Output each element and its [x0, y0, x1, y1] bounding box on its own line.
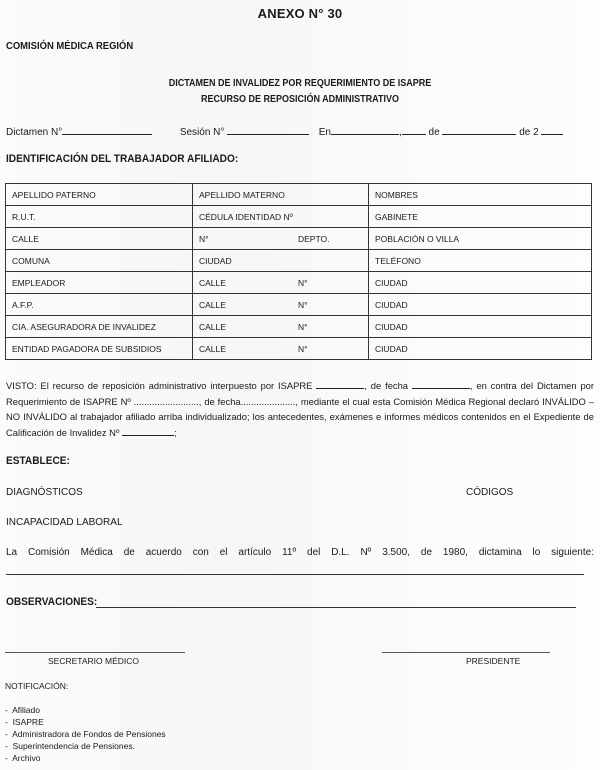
- cell-ciudad[interactable]: [193, 250, 369, 272]
- year-prefix-label: de 2: [519, 127, 539, 138]
- identification-heading: IDENTIFICACIÓN DEL TRABAJADOR AFILIADO:: [6, 153, 239, 165]
- cell-poblacion[interactable]: POBLACIÓN O VILLA: [369, 228, 592, 250]
- visto-text: , en contra del Dictamen por Requerimiento de ISAPRE Nº ........................., de fecha....................., mediante el cual esta Comisión Médica Regional declaró INVÁLIDO – NO INVÁLIDO al trabajador afiliado arriba individualizado; los antecedentes, exámenes e informes médicos contenidos en el Expediente de Calificación de Invalidez Nº: [6, 380, 594, 438]
- cell-nombres[interactable]: NOMBRES: [369, 184, 592, 206]
- month-field[interactable]: [442, 124, 516, 135]
- cell-aseguradora[interactable]: CIA. ASEGURADORA DE INVALIDEZ: [6, 316, 193, 338]
- presidente-signature-line[interactable]: [382, 652, 550, 653]
- place-label: En: [318, 127, 331, 138]
- cell-rut[interactable]: R.U.T.: [6, 206, 193, 228]
- expediente-number-field[interactable]: [122, 426, 174, 436]
- cell-entidad-pagadora[interactable]: ENTIDAD PAGADORA DE SUBSIDIOS: [6, 338, 193, 360]
- presidente-label: PRESIDENTE: [466, 656, 521, 666]
- table-row: [6, 338, 592, 360]
- cell-label: CIUDAD: [199, 255, 232, 266]
- sesion-number-label: Sesión N°: [179, 127, 225, 138]
- sesion-number-field[interactable]: [227, 124, 309, 135]
- table-row: [6, 228, 592, 250]
- visto-text: VISTO: El recurso de reposición administrativo interpuesto por ISAPRE: [6, 380, 317, 391]
- visto-text: ;: [173, 426, 177, 438]
- cell-afp-ciudad[interactable]: CIUDAD: [369, 294, 592, 316]
- year-field[interactable]: [541, 124, 563, 135]
- visto-date-field[interactable]: [412, 379, 470, 389]
- day-field[interactable]: [402, 124, 426, 135]
- dictamen-number-label: Dictamen N°: [6, 127, 63, 138]
- cell-label: CALLE: [199, 277, 226, 288]
- de-label: de: [428, 127, 440, 138]
- cell-aseguradora-ciudad[interactable]: CIUDAD: [369, 316, 592, 338]
- observaciones-label: OBSERVACIONES:: [6, 596, 98, 608]
- codigos-label: CÓDIGOS: [466, 487, 514, 498]
- list-item: - ISAPRE: [5, 716, 166, 728]
- cell-comuna[interactable]: COMUNA: [6, 250, 193, 272]
- incapacidad-laboral-label: INCAPACIDAD LABORAL: [6, 517, 123, 528]
- cell-empleador-ciudad[interactable]: CIUDAD: [369, 272, 592, 294]
- dictamina-field[interactable]: [6, 574, 584, 575]
- table-row: [6, 294, 592, 316]
- isapre-name-field[interactable]: [316, 379, 364, 389]
- list-item: - Administradora de Fondos de Pensiones: [5, 728, 166, 740]
- list-item: - Superintendencia de Pensiones.: [5, 740, 166, 752]
- cell-cedula[interactable]: [193, 206, 369, 228]
- worker-identification-table: [5, 183, 592, 360]
- region-label: COMISIÓN MÉDICA REGIÓN: [6, 40, 134, 52]
- list-item: - Afiliado: [5, 704, 166, 716]
- table-row: [6, 316, 592, 338]
- visto-text: , de fecha: [364, 380, 412, 391]
- cell-apellido-paterno[interactable]: APELLIDO PATERNO: [6, 184, 193, 206]
- cell-entidad-calle[interactable]: [193, 338, 369, 360]
- comma: ,: [398, 127, 402, 138]
- secretario-signature-line[interactable]: [5, 652, 185, 653]
- notification-list: [5, 704, 166, 764]
- document-subtitle: RECURSO DE REPOSICIÓN ADMINISTRATIVO: [200, 94, 399, 105]
- cell-apellido-materno[interactable]: [193, 184, 369, 206]
- cell-afp-calle[interactable]: [193, 294, 369, 316]
- dictamen-number-field[interactable]: [62, 124, 152, 135]
- cell-label: CALLE: [199, 343, 226, 354]
- table-row: [6, 250, 592, 272]
- observaciones-field[interactable]: [96, 607, 576, 608]
- diagnosticos-label: DIAGNÓSTICOS: [6, 487, 83, 498]
- cell-empleador-calle[interactable]: [193, 272, 369, 294]
- table-row: [6, 206, 592, 228]
- cell-telefono[interactable]: TELÉFONO: [369, 250, 592, 272]
- dictamen-meta-line: [6, 124, 596, 138]
- numero-label: N°: [298, 343, 308, 354]
- visto-paragraph: [6, 378, 594, 440]
- list-item: - Archivo: [5, 752, 166, 764]
- numero-label: N°: [298, 321, 308, 332]
- annex-title: ANEXO N° 30: [257, 6, 343, 21]
- document-title: DICTAMEN DE INVALIDEZ POR REQUERIMIENTO DE ISAPRE: [168, 78, 432, 89]
- notification-heading: NOTIFICACIÓN:: [5, 681, 69, 691]
- establece-heading: ESTABLECE:: [6, 455, 70, 467]
- table-row: [6, 184, 592, 206]
- cell-aseguradora-calle[interactable]: [193, 316, 369, 338]
- cell-entidad-ciudad[interactable]: CIUDAD: [369, 338, 592, 360]
- cell-label: N°: [199, 233, 209, 244]
- cell-afp[interactable]: A.F.P.: [6, 294, 193, 316]
- cell-empleador[interactable]: EMPLEADOR: [6, 272, 193, 294]
- dictamina-statement: La Comisión Médica de acuerdo con el artículo 11º del D.L. Nº 3.500, de 1980, dictamina lo siguiente:: [6, 547, 594, 558]
- cell-label: CALLE: [199, 299, 226, 310]
- cell-numero-depto[interactable]: [193, 228, 369, 250]
- cell-calle[interactable]: CALLE: [6, 228, 193, 250]
- depto-label: DEPTO.: [298, 233, 330, 244]
- cell-label: CALLE: [199, 321, 226, 332]
- secretario-label: SECRETARIO MÉDICO: [48, 656, 139, 666]
- cell-label: CÉDULA IDENTIDAD Nº: [199, 211, 293, 222]
- cell-label: APELLIDO MATERNO: [199, 189, 285, 200]
- numero-label: N°: [298, 299, 308, 310]
- table-row: [6, 272, 592, 294]
- numero-label: N°: [298, 277, 308, 288]
- place-field[interactable]: [331, 124, 399, 135]
- cell-gabinete[interactable]: GABINETE: [369, 206, 592, 228]
